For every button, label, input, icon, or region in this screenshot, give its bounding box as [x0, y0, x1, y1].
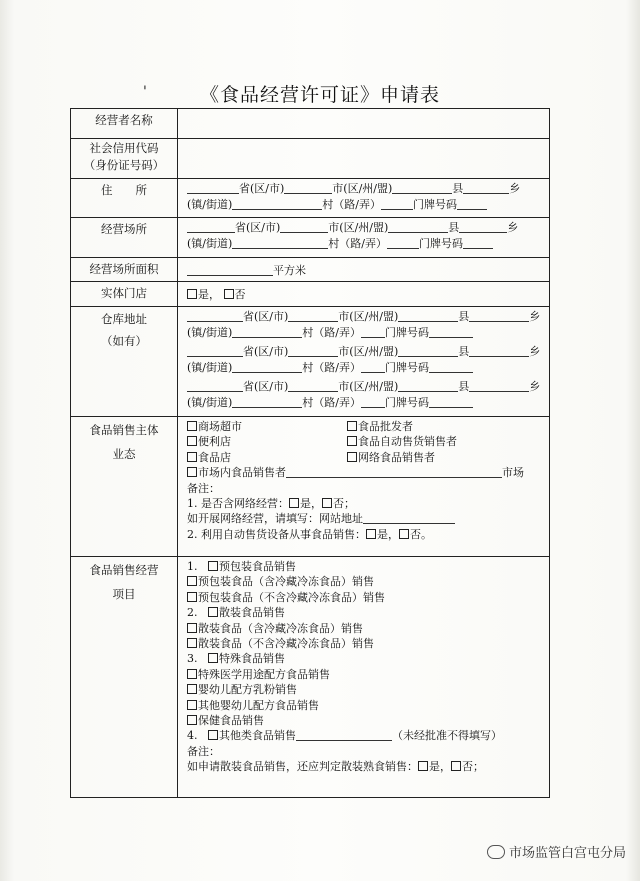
form-title: 《食品经营许可证》申请表 [199, 84, 440, 106]
online-yes[interactable]: 是， [289, 497, 322, 510]
items-note-heading: 备注： [187, 744, 220, 758]
checkbox-icon [208, 730, 218, 740]
bulk-cooked-yes[interactable]: 是， [418, 760, 451, 773]
business-format-options [178, 417, 550, 557]
wechat-icon [487, 845, 505, 859]
row-sales-items [71, 557, 550, 798]
warehouse-addresses[interactable] [178, 307, 550, 417]
item-3a[interactable]: 特殊医学用途配方食品销售 [187, 667, 541, 682]
item-1b[interactable]: 预包装食品（不含冷藏冷冻食品）销售 [187, 590, 541, 605]
item-3c[interactable]: 其他婴幼儿配方食品销售 [187, 698, 541, 713]
opt-online[interactable]: 网络食品销售者 [347, 451, 435, 464]
margin-mark: ' [143, 84, 147, 100]
checkbox-icon [187, 421, 197, 431]
opt-foodstore[interactable]: 食品店 [187, 450, 347, 465]
checkbox-icon [187, 576, 197, 586]
residence-label: 住 所 [71, 179, 178, 218]
warehouse-2-line-2: (镇/街道) 村（路/弄） 门牌号码 [187, 360, 541, 376]
item-3b[interactable]: 婴幼儿配方乳粉销售 [187, 682, 541, 697]
premises-address[interactable] [178, 218, 550, 258]
credit-code-label: 社会信用代码 （身份证号码） [71, 139, 178, 179]
checkbox-icon [399, 529, 409, 539]
watermark: 市场监管白宫屯分局 [487, 842, 626, 861]
store-yes-checkbox[interactable]: 是， [187, 288, 220, 301]
checkbox-icon [187, 289, 197, 299]
checkbox-icon [208, 607, 218, 617]
checkbox-icon [187, 623, 197, 633]
bulk-cooked-question: 如申请散装食品销售，还应判定散装熟食销售： 是， 否； [187, 760, 484, 774]
residence-address[interactable] [178, 179, 550, 218]
warehouse-3-line-2: (镇/街道) 村（路/弄） 门牌号码 [187, 395, 541, 411]
business-note-heading: 备注： [187, 481, 220, 495]
item-2b[interactable]: 散装食品（不含冷藏冷冻食品）销售 [187, 636, 541, 651]
online-no[interactable]: 否； [322, 497, 355, 510]
sales-items-options [178, 557, 550, 798]
item-2a[interactable]: 散装食品（含冷藏冷冻食品）销售 [187, 621, 541, 636]
opt-vending[interactable]: 食品自动售货销售者 [347, 435, 457, 448]
vending-question: 2. 利用自动售货设备从事食品销售： 是， 否。 [187, 527, 432, 541]
opt-market[interactable]: 市场内食品销售者 市场 [187, 465, 541, 480]
checkbox-icon [224, 289, 234, 299]
opt-convenience[interactable]: 便利店 [187, 434, 347, 449]
address-line-1: 省(区/市) 市(区/州/盟) 县 乡 [187, 181, 541, 197]
item-3[interactable]: 3. 特殊食品销售 [187, 652, 285, 666]
area-label: 经营场所面积 [71, 258, 178, 282]
sales-items-label: 食品销售经营 项目 [71, 557, 178, 798]
row-warehouse [71, 307, 550, 417]
checkbox-icon [187, 452, 197, 462]
opt-wholesaler[interactable]: 食品批发者 [347, 420, 413, 433]
checkbox-icon [187, 436, 197, 446]
operator-name-field[interactable] [178, 109, 550, 139]
address-line-1: 省(区/市) 市(区/州/盟) 县 乡 [187, 220, 541, 236]
warehouse-2-line-1: 省(区/市) 市(区/州/盟) 县 乡 [187, 344, 541, 360]
warehouse-3-line-1: 省(区/市) 市(区/州/盟) 县 乡 [187, 379, 541, 395]
checkbox-icon [187, 700, 197, 710]
checkbox-icon [366, 529, 376, 539]
website-address-field[interactable]: 如开展网络经营，请填写：网站地址 [187, 511, 541, 526]
checkbox-icon [208, 653, 218, 663]
operator-name-label: 经营者名称 [71, 109, 178, 139]
checkbox-icon [451, 761, 461, 771]
checkbox-icon [187, 467, 197, 477]
online-operation-question: 1. 是否含网络经营： 是， 否； [187, 496, 355, 510]
row-credit-code [71, 139, 550, 179]
checkbox-icon [187, 684, 197, 694]
area-field[interactable]: 平方米 [178, 258, 550, 282]
physical-store-label: 实体门店 [71, 282, 178, 307]
item-3d[interactable]: 保健食品销售 [187, 713, 541, 728]
address-line-2: (镇/街道) 村（路/弄） 门牌号码 [187, 236, 541, 252]
business-format-label: 食品销售主体 业态 [71, 417, 178, 557]
row-physical-store [71, 282, 550, 307]
warehouse-1-line-2: (镇/街道) 村（路/弄） 门牌号码 [187, 325, 541, 341]
vending-no[interactable]: 否。 [399, 528, 432, 541]
row-operator-name [71, 109, 550, 139]
store-no-checkbox[interactable]: 否 [224, 288, 246, 301]
row-area [71, 258, 550, 282]
warehouse-1-line-1: 省(区/市) 市(区/州/盟) 县 乡 [187, 309, 541, 325]
application-form-table [70, 108, 550, 798]
checkbox-icon [347, 421, 357, 431]
credit-code-field[interactable] [178, 139, 550, 179]
checkbox-icon [347, 452, 357, 462]
vending-yes[interactable]: 是， [366, 528, 399, 541]
physical-store-options [178, 282, 550, 307]
row-residence [71, 179, 550, 218]
checkbox-icon [289, 498, 299, 508]
item-4[interactable]: 4. 其他类食品销售 （未经批准不得填写） [187, 729, 502, 743]
checkbox-icon [208, 561, 218, 571]
checkbox-icon [322, 498, 332, 508]
row-business-format [71, 417, 550, 557]
checkbox-icon [187, 715, 197, 725]
checkbox-icon [187, 592, 197, 602]
checkbox-icon [187, 669, 197, 679]
item-2[interactable]: 2. 散装食品销售 [187, 606, 285, 620]
item-1a[interactable]: 预包装食品（含冷藏冷冻食品）销售 [187, 574, 541, 589]
item-1[interactable]: 1. 预包装食品销售 [187, 560, 296, 573]
bulk-cooked-no[interactable]: 否； [451, 760, 484, 773]
address-line-2: (镇/街道) 村（路/弄） 门牌号码 [187, 197, 541, 213]
checkbox-icon [418, 761, 428, 771]
warehouse-label: 仓库地址 （如有） [71, 307, 178, 417]
opt-supermarket[interactable]: 商场超市 [187, 419, 347, 434]
checkbox-icon [347, 436, 357, 446]
row-premises [71, 218, 550, 258]
checkbox-icon [187, 638, 197, 648]
premises-label: 经营场所 [71, 218, 178, 258]
